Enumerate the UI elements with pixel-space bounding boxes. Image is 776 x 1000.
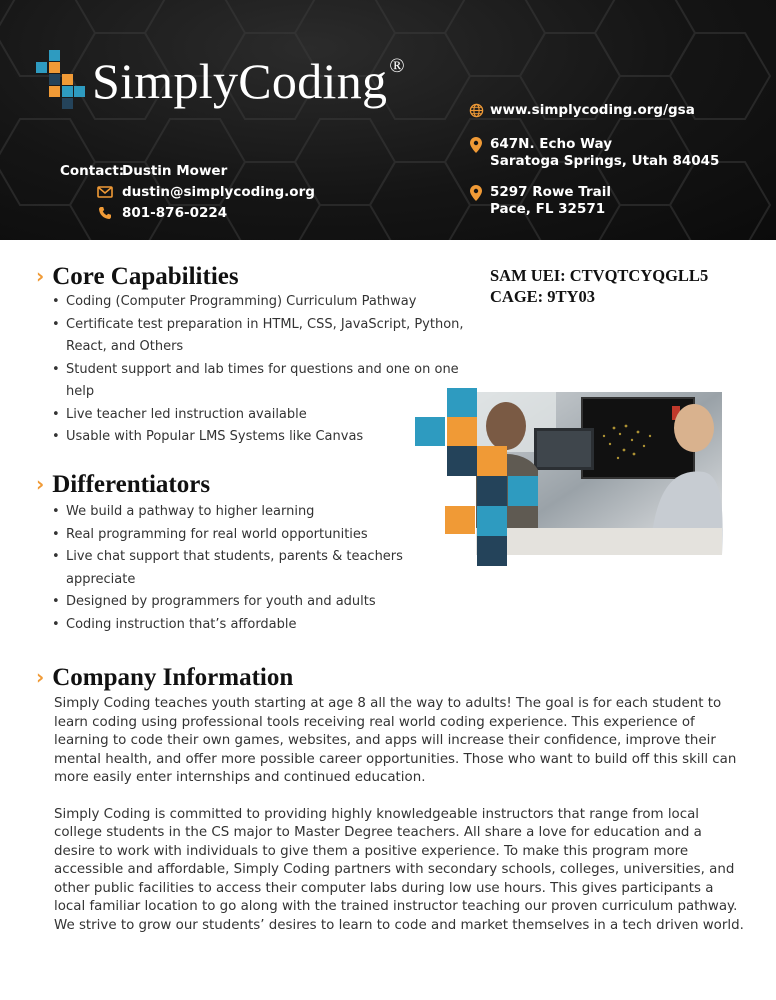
list-item: • Real programming for real world opportunities (52, 524, 452, 547)
sam-uei: SAM UEI: CTVQTCYQGLL5 (490, 266, 709, 285)
list-item: • Student support and lab times for questions and one on one help (52, 359, 472, 404)
address-utah: 647N. Echo Way Saratoga Springs, Utah 84045 (490, 136, 720, 169)
list-item: • We build a pathway to higher learning (52, 501, 452, 524)
address-florida: 5297 Rowe Trail Pace, FL 32571 (490, 184, 612, 217)
globe-icon (468, 102, 484, 118)
map-pin-icon (468, 136, 484, 153)
logo-mark-icon (36, 50, 86, 114)
company-information-body (54, 695, 744, 935)
team-photo (414, 388, 726, 568)
photo-illustration (414, 388, 726, 568)
contact-label: Contact: (60, 162, 125, 179)
map-pin-icon (468, 184, 484, 201)
contact-email-link[interactable]: dustin@simplycoding.org (122, 183, 315, 200)
differentiators-list (52, 501, 452, 636)
phone-icon (94, 206, 116, 220)
company-information-heading: › Company Information (36, 664, 294, 691)
chevron-right-icon: › (36, 471, 45, 496)
list-item: • Usable with Popular LMS Systems like Canvas (52, 426, 472, 449)
cage-code: CAGE: 9TY03 (490, 287, 595, 306)
list-item: • Live chat support that students, parents & teachers appreciate (52, 546, 452, 591)
envelope-icon (94, 186, 116, 198)
company-paragraph: Simply Coding teaches youth starting at age 8 all the way to adults! The goal is for each student to learn coding using professional tools receiving real world coding experience. This experience of learning to code their own games, websites, and apps will increase their confidence, improve their mental health, and offer more possible career opportunities. Those who want to build off this skill can more easily enter internships and continued education. (54, 696, 737, 785)
list-item: • Coding instruction that’s affordable (52, 614, 452, 637)
contact-block (60, 160, 315, 223)
list-item: • Certificate test preparation in HTML, CSS, JavaScript, Python, React, and Others (52, 314, 472, 359)
logo-wordmark: SimplyCoding ® (92, 53, 405, 109)
chevron-right-icon: › (36, 664, 45, 689)
core-capabilities-heading: › Core Capabilities (36, 263, 239, 290)
contact-phone-link[interactable]: 801-876-0224 (122, 204, 228, 221)
list-item: • Designed by programmers for youth and adults (52, 591, 452, 614)
list-item: • Live teacher led instruction available (52, 404, 472, 427)
header-banner (0, 0, 776, 240)
contact-name: Dustin Mower (122, 162, 228, 179)
registration-ids (490, 265, 708, 307)
chevron-right-icon: › (36, 263, 45, 288)
locations-block (468, 102, 719, 218)
differentiators-heading: › Differentiators (36, 471, 211, 498)
website-link[interactable]: www.simplycoding.org/gsa (490, 102, 695, 118)
company-paragraph: Simply Coding is committed to providing highly knowledgeable instructors that range from local college students in the CS major to Master Degree teachers. All share a love for education and a desire to work with individuals to give them a positive experience. To make this program more accessible and affordable, Simply Coding partners with secondary schools, colleges, universities, and other public facilities to access their computer labs during low use hours. This gives participants a local familiar location to go along with the trained instructor teaching our proven curriculum pathway. We strive to grow our students’ desires to learn to code and market themselves in a tech driven world. (54, 806, 744, 933)
list-item: • Coding (Computer Programming) Curriculum Pathway (52, 291, 472, 314)
core-capabilities-list (52, 291, 472, 449)
